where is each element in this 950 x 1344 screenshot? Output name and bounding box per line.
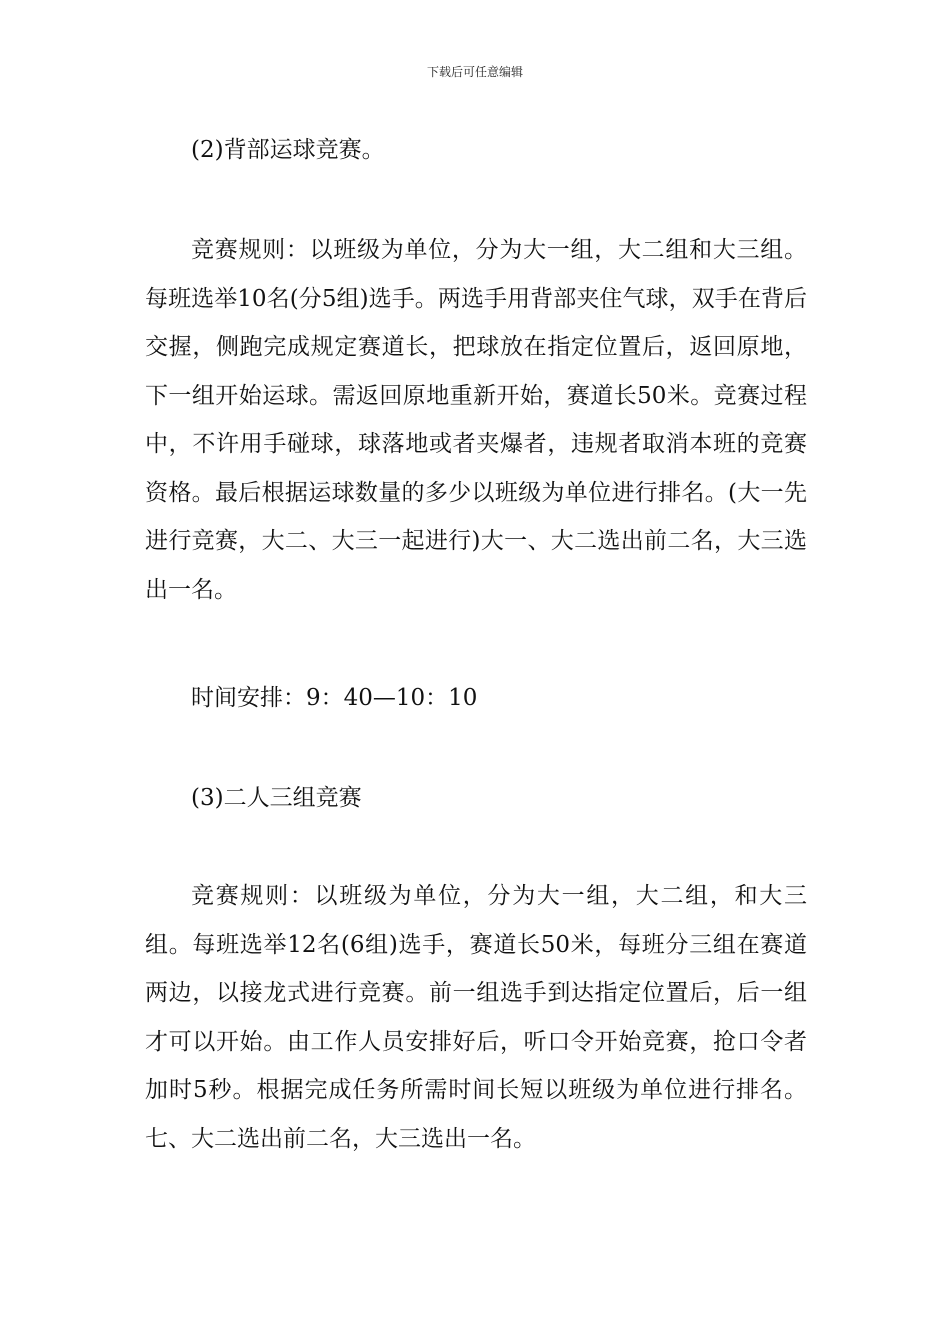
section-3-rules: 竞赛规则：以班级为单位，分为大一组，大二组，和大三组。每班选举12名(6组)选手，赛道长50米，每班分三组在赛道两边，以接龙式进行竞赛。前一组选手到达指定位置后，后一组才可以开始。由工作人员安排好后，听口令开始竞赛，抢口令者加时5秒。根据完成任务所需时间长短以班级为单位进行排名。七、大二选出前二名，大三选出一名。 [145, 883, 807, 1152]
section-2-title: (2)背部运球竞赛。 [191, 137, 385, 163]
page-header-note: 下载后可任意编辑 [426, 65, 523, 79]
section-2-rules: 竞赛规则：以班级为单位，分为大一组，大二组和大三组。每班选举10名(分5组)选手。两选手用背部夹住气球，双手在背后交握，侧跑完成规定赛道长，把球放在指定位置后，返回原地，下一组开始运球。需返回原地重新开始，赛道长50米。竞赛过程中，不许用手碰球，球落地或者夹爆者，违规者取消本班的竞赛资格。最后根据运球数量的多少以班级为单位进行排名。(大一先进行竞赛，大二、大三一起进行)大一、大二选出前二名，大三选出一名。 [145, 237, 807, 603]
section-3-title: (3)二人三组竞赛 [191, 785, 362, 811]
section-2-time: 时间安排：9：40—10：10 [191, 685, 478, 711]
